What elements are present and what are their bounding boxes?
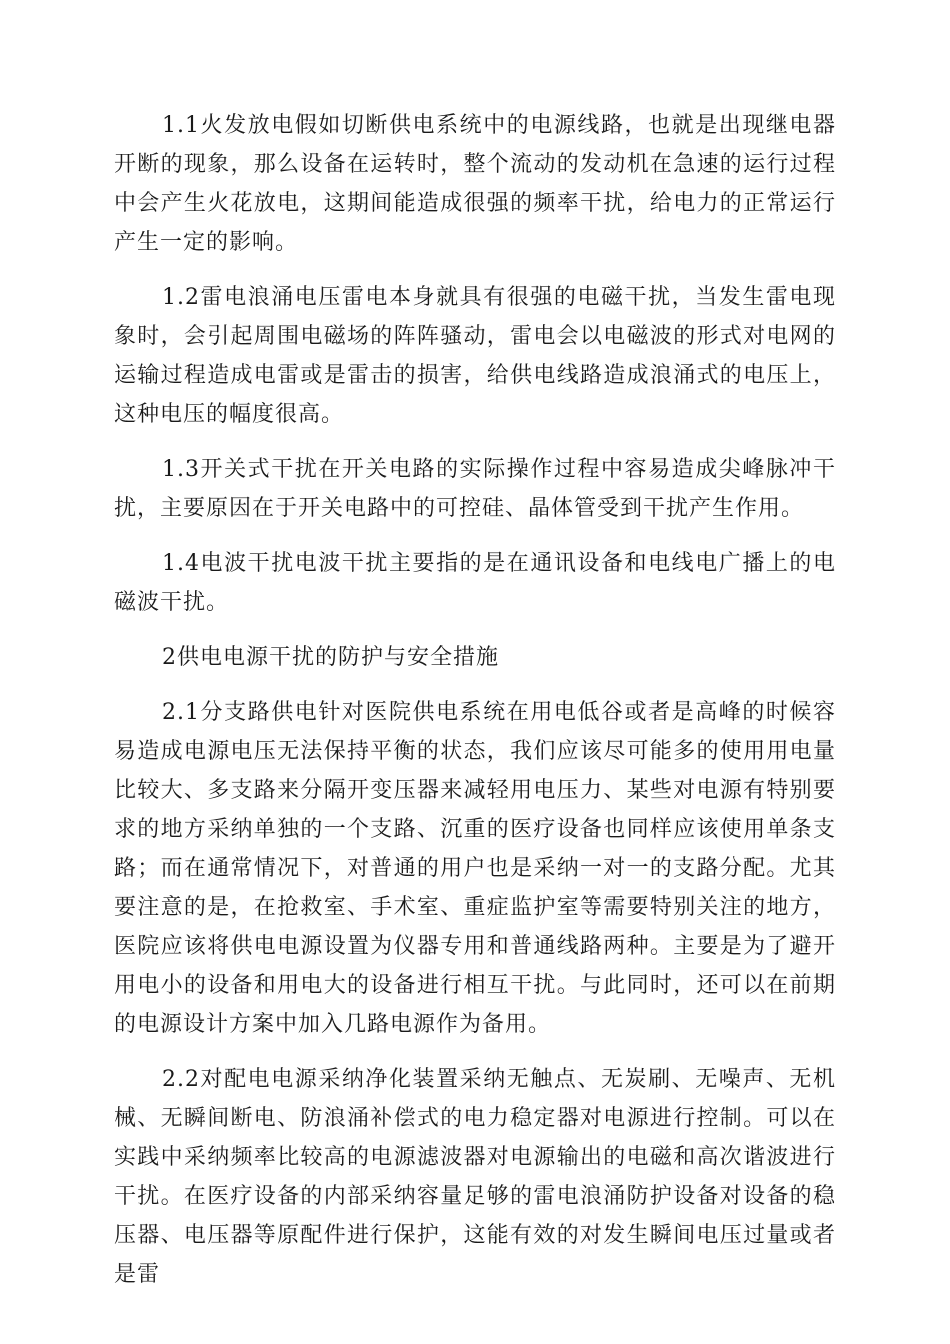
paragraph-2-1: 2.1分支路供电针对医院供电系统在用电低谷或者是高峰的时候容易造成电源电压无法保持平衡的状态，我们应该尽可能多的使用用电量比较大、多支路来分隔开变压器来减轻用电压力、某些对电源有特别要求的地方采纳单独的一个支路、沉重的医疗设备也同样应该使用单条支路；而在通常情况下，对普通的用户也是采纳一对一的支路分配。尤其要注意的是，在抢救室、手术室、重症监护室等需要特别关注的地方，医院应该将供电电源设置为仪器专用和普通线路两种。主要是为了避开用电小的设备和用电大的设备进行相互干扰。与此同时，还可以在前期的电源设计方案中加入几路电源作为备用。 — [114, 700, 836, 1037]
paragraph-1-2: 1.2雷电浪涌电压雷电本身就具有很强的电磁干扰，当发生雷电现象时，会引起周围电磁场的阵阵骚动，雷电会以电磁波的形式对电网的运输过程造成电雷或是雷击的损害，给供电线路造成浪涌式的电压上，这种电压的幅度很高。 — [114, 285, 836, 427]
paragraph-1-1: 1.1火发放电假如切断供电系统中的电源线路，也就是出现继电器开断的现象，那么设备在运转时，整个流动的发动机在急速的运行过程中会产生火花放电，这期间能造成很强的频率干扰，给电力的正常运行产生一定的影响。 — [114, 113, 836, 255]
paragraph-2-2: 2.2对配电电源采纳净化装置采纳无触点、无炭刷、无噪声、无机械、无瞬间断电、防浪涌补偿式的电力稳定器对电源进行控制。可以在实践中采纳频率比较高的电源滤波器对电源输出的电磁和高次谐波进行干扰。在医疗设备的内部采纳容量足够的雷电浪涌防护设备对设备的稳压器、电压器等原配件进行保护，这能有效的对发生瞬间电压过量或者是雷 — [114, 1067, 836, 1287]
paragraph-1-3: 1.3开关式干扰在开关电路的实际操作过程中容易造成尖峰脉冲干扰，主要原因在于开关电路中的可控硅、晶体管受到干扰产生作用。 — [114, 457, 836, 521]
paragraph-1-4: 1.4电波干扰电波干扰主要指的是在通讯设备和电线电广播上的电磁波干扰。 — [114, 551, 836, 615]
section-heading-2: 2供电电源干扰的防护与安全措施 — [162, 645, 499, 670]
document-page — [114, 106, 836, 1310]
